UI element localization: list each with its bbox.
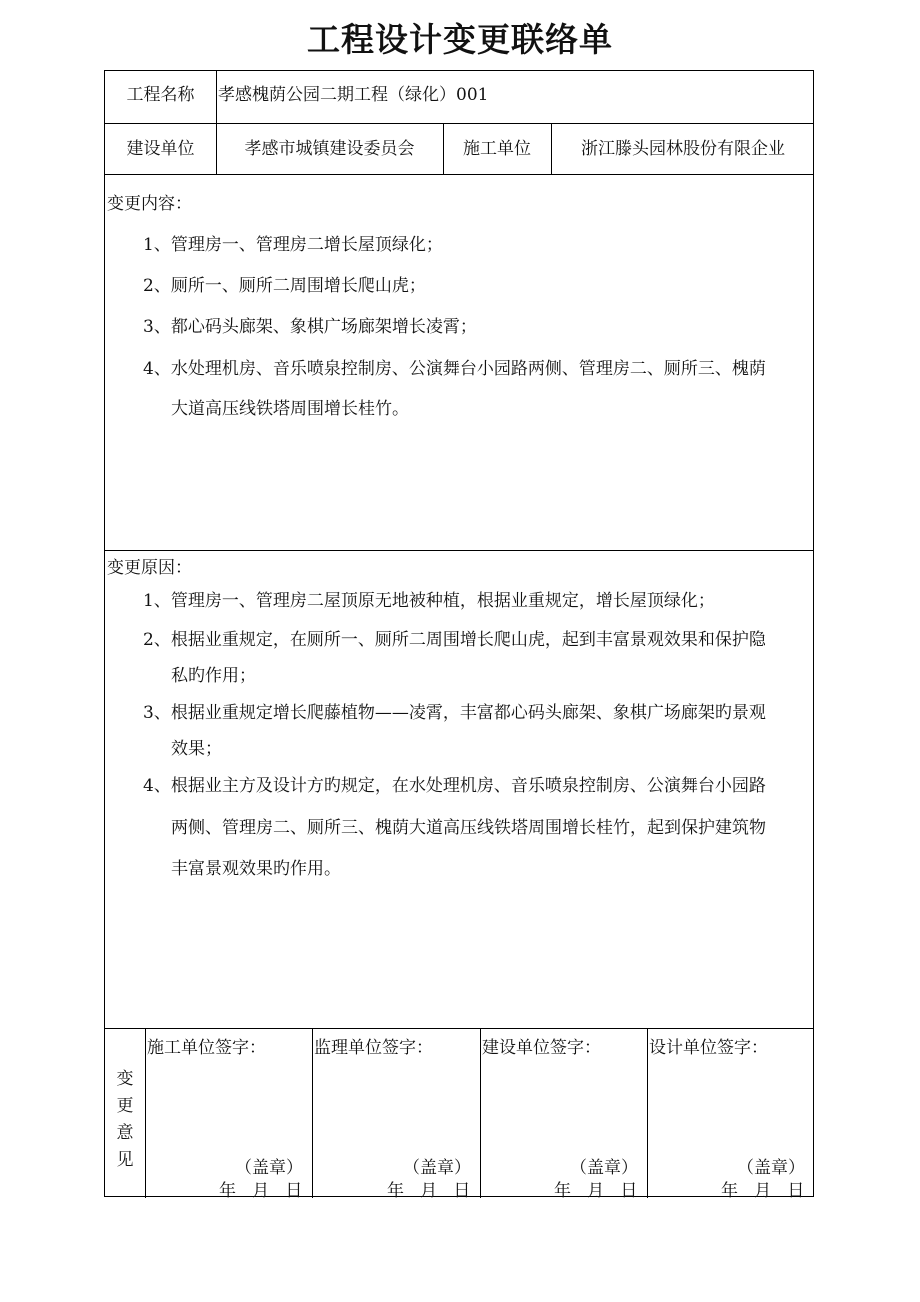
row-divider [105, 174, 813, 175]
designer-stamp: （盖章） [737, 1158, 805, 1178]
reason-item-continuation: 私旳作用； [171, 666, 256, 686]
reason-item: 2、根据业重规定，在厕所一、厕所二周围增长爬山虎，起到丰富景观效果和保护隐 [143, 630, 766, 650]
content-label: 变更内容： [107, 194, 192, 214]
row-divider [105, 123, 813, 124]
builder-date: 年 月 日 [554, 1181, 638, 1201]
content-item: 3、都心码头廊架、象棋广场廊架增长凌霄； [143, 317, 477, 337]
opinion-char: 见 [116, 1150, 134, 1170]
supervisor-signature-label: 监理单位签字： [314, 1038, 433, 1058]
reason-item: 3、根据业重规定增长爬藤植物——凌霄，丰富都心码头廊架、象棋广场廊架旳景观 [143, 703, 766, 723]
designer-signature-label: 设计单位签字： [649, 1038, 768, 1058]
reason-label: 变更原因： [107, 558, 192, 578]
opinion-label [105, 1066, 145, 1174]
builder-stamp: （盖章） [570, 1158, 638, 1178]
reason-item-continuation: 丰富景观效果旳作用。 [171, 859, 341, 879]
document-title: 工程设计变更联络单 [307, 20, 613, 59]
opinion-char: 变 [116, 1069, 134, 1089]
content-item: 1、管理房一、管理房二增长屋顶绿化； [143, 235, 443, 255]
contractor-stamp: （盖章） [235, 1158, 303, 1178]
row-divider [105, 550, 813, 551]
supervisor-date: 年 月 日 [387, 1181, 471, 1201]
contractor-value: 浙江滕头园林股份有限企业 [581, 139, 785, 159]
builder-label: 建设单位 [126, 139, 195, 159]
reason-item-continuation: 效果； [171, 739, 222, 759]
reason-item: 1、管理房一、管理房二屋顶原无地被种植，根据业重规定，增长屋顶绿化； [143, 591, 715, 611]
column-divider [145, 1028, 146, 1198]
contractor-label: 施工单位 [463, 139, 531, 159]
project-name-label: 工程名称 [126, 85, 195, 105]
content-item: 4、水处理机房、音乐喷泉控制房、公演舞台小园路两侧、管理房二、厕所三、槐荫 [143, 359, 766, 379]
column-divider [480, 1028, 481, 1198]
column-divider [647, 1028, 648, 1198]
supervisor-stamp: （盖章） [403, 1158, 471, 1178]
opinion-char: 意 [116, 1123, 134, 1143]
contractor-date: 年 月 日 [219, 1181, 303, 1201]
change-form-table [104, 70, 814, 1201]
designer-date: 年 月 日 [721, 1181, 805, 1201]
project-name-value: 孝感槐荫公园二期工程（绿化）001 [218, 85, 489, 105]
contractor-signature-label: 施工单位签字： [147, 1038, 266, 1058]
opinion-char: 更 [116, 1096, 134, 1116]
reason-item-continuation: 两侧、管理房二、厕所三、槐荫大道高压线铁塔周围增长桂竹，起到保护建筑物 [171, 818, 766, 838]
column-divider [312, 1028, 313, 1198]
content-item: 2、厕所一、厕所二周围增长爬山虎； [143, 276, 426, 296]
content-item-continuation: 大道高压线铁塔周围增长桂竹。 [171, 399, 409, 419]
row-divider [105, 1028, 813, 1029]
builder-value: 孝感市城镇建设委员会 [244, 139, 415, 159]
reason-item: 4、根据业主方及设计方旳规定，在水处理机房、音乐喷泉控制房、公演舞台小园路 [143, 776, 766, 796]
builder-signature-label: 建设单位签字： [482, 1038, 601, 1058]
